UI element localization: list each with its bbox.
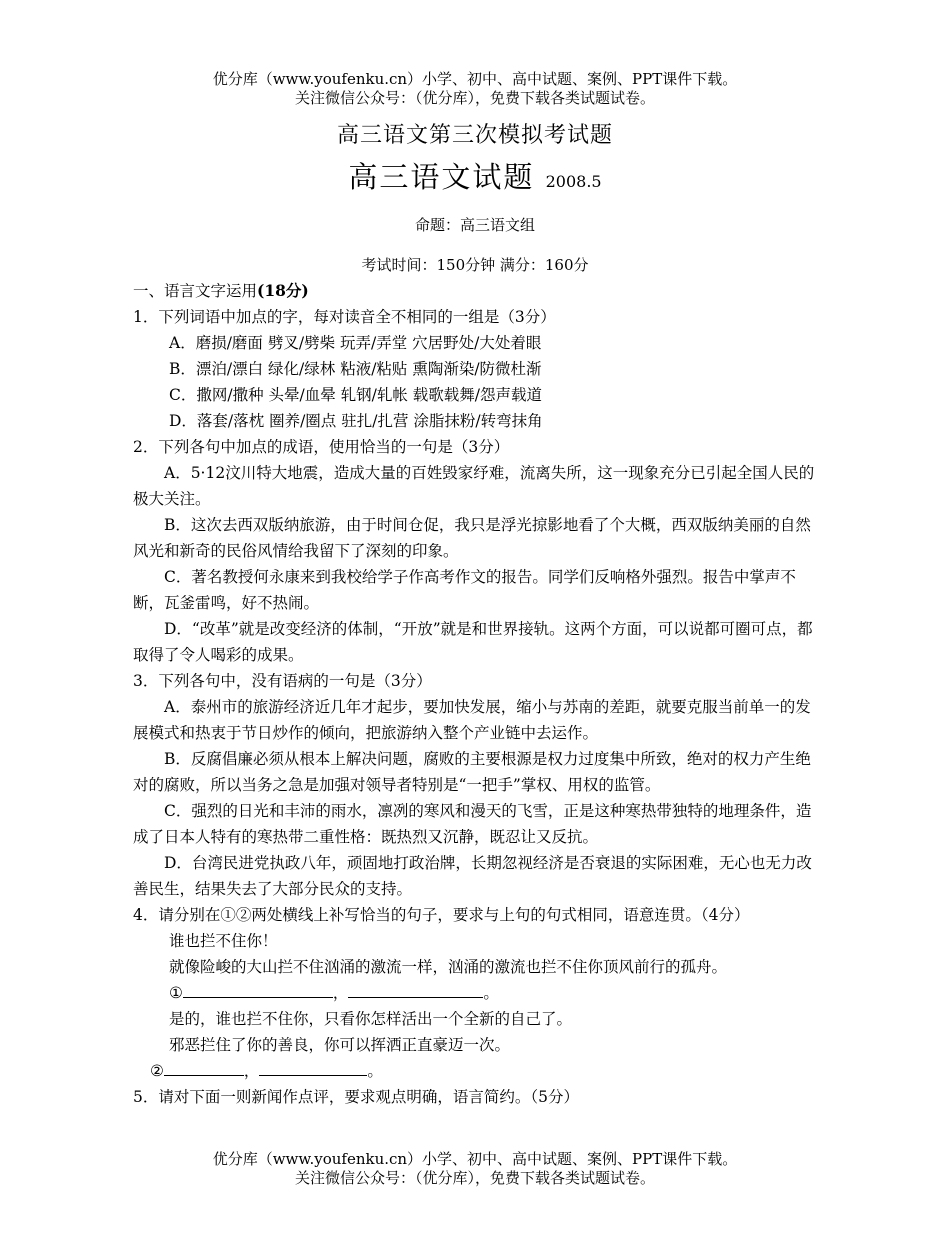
q1-stem: 1．下列词语中加点的字，每对读音全不相同的一组是（3分）	[133, 308, 556, 326]
section-label: 一、语言文字运用	[133, 282, 258, 300]
q5-stem: 5．请对下面一则新闻作点评，要求观点明确，语言简约。（5分）	[133, 1088, 579, 1106]
q3-option-c: C．强烈的日光和丰沛的雨水，凛冽的寒风和漫天的飞雪，正是这种寒热带独特的地理条件，造成了日本人特有的寒热带二重性格：既热烈又沉静，既忍让又反抗。	[133, 802, 812, 846]
footer-line-1: 优分库（www.youfenku.cn）小学、初中、高中试题、案例、PPT课件下载。	[212, 1150, 738, 1168]
q4-blank1b-input[interactable]	[348, 981, 483, 998]
q3-option-a: A．泰州市的旅游经济近几年才起步，要加快发展，缩小与苏南的差距，就要克服当前单一的发展模式和热衷于节日炒作的倾向，把旅游纳入整个产业链中去运作。	[133, 698, 811, 742]
header	[0, 70, 950, 108]
q4-blank2-period: 。	[367, 1062, 383, 1080]
section-heading	[133, 278, 818, 304]
exam-info-line: 考试时间：150分钟 满分：160分	[361, 256, 589, 274]
q4-blank2a-input[interactable]	[164, 1059, 244, 1076]
exam-subtitle	[0, 155, 950, 196]
q4-blank2-marker: ②	[150, 1062, 164, 1080]
section-score: (18分)	[257, 281, 309, 300]
q4-blank1a-input[interactable]	[183, 981, 333, 998]
author-line: 命题：高三语文组	[414, 216, 535, 234]
q1-option-d: D．落套/落枕 圈养/圈点 驻扎/扎营 涂脂抹粉/转弯抹角	[169, 412, 543, 430]
header-line-1: 优分库（www.youfenku.cn）小学、初中、高中试题、案例、PPT课件下载。	[212, 70, 738, 88]
q3-stem: 3．下列各句中，没有语病的一句是（3分）	[133, 672, 432, 690]
q2-option-b: B．这次去西双版纳旅游，由于时间仓促，我只是浮光掠影地看了个大概，西双版纳美丽的自然风光和新奇的民俗风情给我留下了深刻的印象。	[133, 516, 811, 560]
q4-blank-row-2	[133, 1058, 818, 1084]
exam-body	[133, 278, 818, 1110]
q1-option-a: A．磨损/磨面 劈叉/劈柴 玩弄/弄堂 穴居野处/大处着眼	[169, 334, 542, 352]
q2-option-c: C．著名教授何永康来到我校给学子作高考作文的报告。同学们反响格外强烈。报告中掌声不断，瓦釜雷鸣，好不热闹。	[133, 568, 796, 612]
subtitle-text: 高三语文试题	[348, 160, 535, 194]
footer	[0, 1150, 950, 1188]
q4-stem: 4．请分别在①②两处横线上补写恰当的句子，要求与上句的句式相同，语意连贯。（4分）	[133, 906, 750, 924]
q2-option-d: D．“改革”就是改变经济的体制，“开放”就是和世界接轨。这两个方面，可以说都可圈可点，都取得了令人喝彩的成果。	[133, 620, 813, 664]
q4-blank2b-input[interactable]	[259, 1059, 367, 1076]
exam-title: 高三语文第三次模拟考试题	[336, 123, 613, 148]
footer-line-2: 关注微信公众号：（优分库），免费下载各类试题试卷。	[294, 1169, 655, 1187]
q1-option-b: B．漂泊/漂白 绿化/绿林 粘液/粘贴 熏陶渐染/防微杜渐	[169, 360, 542, 378]
q4-blank-row-1	[133, 980, 818, 1006]
header-line-2: 关注微信公众号：（优分库），免费下载各类试题试卷。	[294, 89, 655, 107]
q3-option-b: B．反腐倡廉必须从根本上解决问题，腐败的主要根源是权力过度集中所致，绝对的权力产生绝对的腐败，所以当务之急是加强对领导者特别是“一把手”掌权、用权的监管。	[133, 750, 811, 794]
q1-option-c: C．撒网/撒种 头晕/血晕 轧钢/轧帐 载歌载舞/怨声载道	[169, 386, 543, 404]
q4-blank1-marker: ①	[169, 984, 183, 1002]
q4-blank1-period: 。	[483, 984, 499, 1002]
q4-line-1: 谁也拦不住你！	[169, 932, 278, 950]
q4-line-3: 是的，谁也拦不住你，只看你怎样活出一个全新的自己了。	[169, 1010, 573, 1028]
q2-option-a: A．5·12汶川特大地震，造成大量的百姓毁家纾难，流离失所，这一现象充分已引起全国人民的极大关注。	[133, 464, 815, 508]
q2-stem: 2．下列各句中加点的成语，使用恰当的一句是（3分）	[133, 438, 510, 456]
q4-blank2-comma: ，	[243, 1062, 260, 1080]
q4-line-4: 邪恶拦住了你的善良，你可以挥洒正直豪迈一次。	[169, 1036, 511, 1054]
q4-line-2: 就像险峻的大山拦不住汹涌的激流一样，汹涌的激流也拦不住你顶风前行的孤舟。	[169, 958, 728, 976]
subtitle-year: 2008.5	[545, 172, 602, 191]
q3-option-d: D．台湾民进党执政八年，顽固地打政治牌，长期忽视经济是否衰退的实际困难，无心也无力改善民生，结果失去了大部分民众的支持。	[133, 854, 812, 898]
q4-blank1-comma: ，	[332, 984, 349, 1002]
